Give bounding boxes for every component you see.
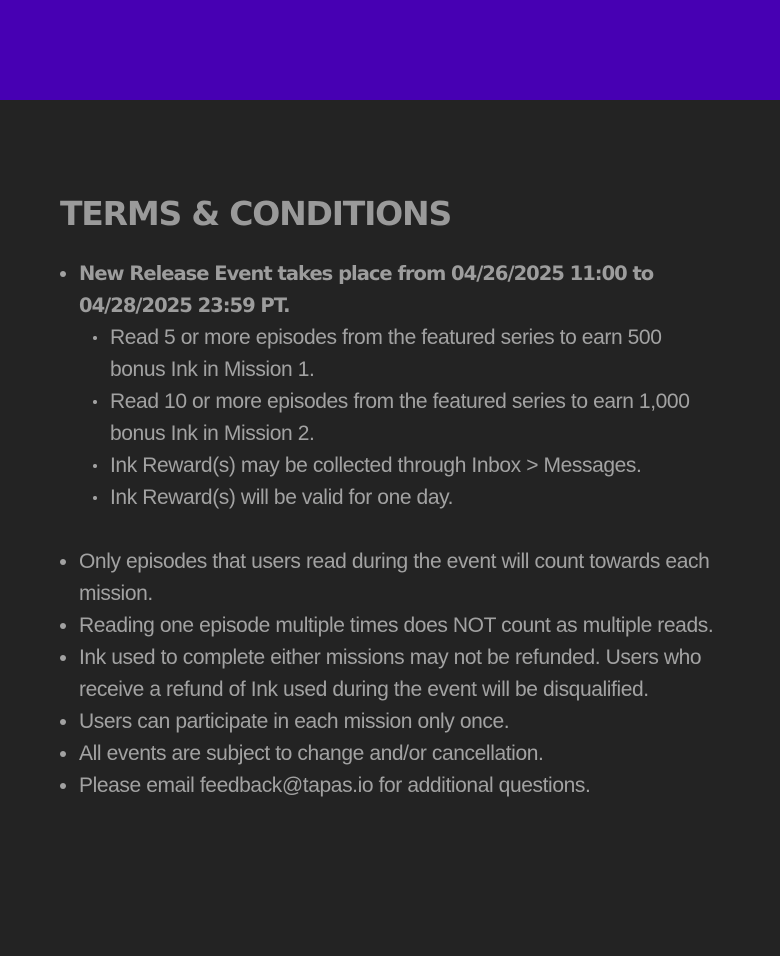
rule-list-item: Ink used to complete either missions may not be refunded. Users who receive a refund of Ink used during the event will be disqualified. xyxy=(60,642,720,706)
event-list-item xyxy=(60,258,720,514)
rule-list-item: Reading one episode multiple times does NOT count as multiple reads. xyxy=(60,610,720,642)
rule-list-item: Only episodes that users read during the event will count towards each mission. xyxy=(60,546,720,610)
event-detail-item: Read 5 or more episodes from the featured series to earn 500 bonus Ink in Mission 1. xyxy=(79,322,720,386)
terms-list xyxy=(60,258,720,802)
event-detail-item: Read 10 or more episodes from the featured series to earn 1,000 bonus Ink in Mission 2. xyxy=(79,386,720,450)
event-details-list xyxy=(79,322,720,514)
terms-title: TERMS & CONDITIONS xyxy=(60,194,452,233)
terms-section xyxy=(0,100,780,802)
event-heading: New Release Event takes place from 04/26/2025 11:00 to 04/28/2025 23:59 PT. xyxy=(79,262,654,317)
rule-list-item: All events are subject to change and/or cancellation. xyxy=(60,738,720,770)
event-detail-item: Ink Reward(s) may be collected through Inbox > Messages. xyxy=(79,450,720,482)
event-detail-item: Ink Reward(s) will be valid for one day. xyxy=(79,482,720,514)
top-banner xyxy=(0,0,780,100)
rule-list-item: Users can participate in each mission only once. xyxy=(60,706,720,738)
rule-list-item: Please email feedback@tapas.io for additional questions. xyxy=(60,770,720,802)
